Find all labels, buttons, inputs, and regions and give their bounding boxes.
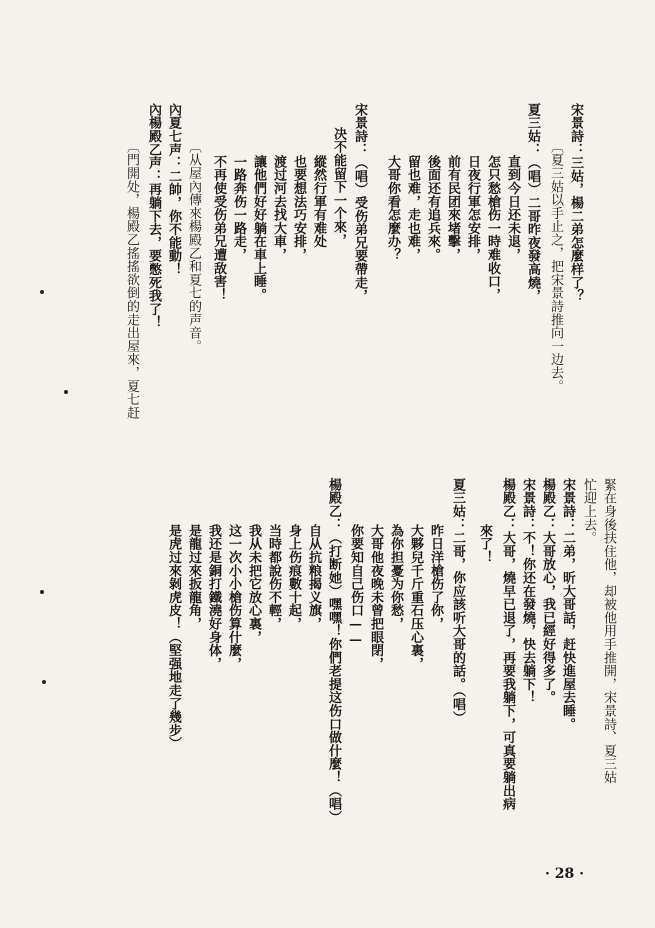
verse-line: 大哥你看怎麼办？ [385, 155, 400, 262]
verse-line: 讓他們好好躺在車上睡。 [251, 155, 266, 302]
verse-line: 前有民团來堵擊， [445, 155, 460, 262]
dialogue-line: 宋景詩：（唱）受伤弟兄要帶走， [352, 103, 367, 303]
verse-line: 我还是銅打鐵澆好身体， [206, 524, 221, 671]
stage-direction: 〔夏三姑以手止之，把宋景詩推向一边去。 [548, 140, 563, 393]
verse-line: 自从抗粮揭义旗， [306, 524, 321, 631]
dialogue-line: 楊殿乙：大哥放心，我已經好得多了。 [540, 478, 555, 705]
dialogue-line: 夏三姑：（唱）二哥昨夜發高燒， [525, 103, 540, 303]
verse-line: 决不能留下一个來， [331, 127, 346, 247]
dialogue-line: 內楊殿乙声：再躺下去，要憋死我了！ [146, 103, 161, 330]
stage-direction: 〔門開处，楊殿乙搖搖欲倒的走出屋來，夏七赶 [124, 140, 139, 420]
verse-line: 我从未把它放心裏， [246, 524, 261, 644]
verse-line: 大夥兒千斤重石压心裏， [408, 524, 423, 671]
verse-line: 一路奔伤一路走， [231, 155, 246, 262]
speck [40, 290, 44, 294]
stage-direction: 忙迎上去。 [581, 478, 596, 545]
verse-line: 也要想法巧安排， [291, 155, 306, 262]
stage-direction: 〔从屋內傳來楊殿乙和夏七的声音。 [186, 140, 201, 353]
dialogue-line: 楊殿乙：大哥，燒早已退了，再要我躺下，可真要躺出病 [500, 478, 515, 811]
verse-line: 怎只愁槍伤一時难收口， [485, 155, 500, 302]
verse-line: 不再使受伤弟兄遭敌害！ [211, 155, 226, 302]
page-number: · 28 · [545, 866, 584, 882]
dialogue-line: 宋景詩：二弟，昕大哥話，赶快進屋去睡。 [560, 478, 575, 731]
verse-line: 这一次小小槍伤算什麼， [226, 524, 241, 671]
verse-line: 縱然行軍有难处 [311, 155, 326, 249]
verse-line: 当時都說伤不輕， [266, 524, 281, 631]
dialogue-line: 宋景詩：不！你还在發燒，快去躺下！ [520, 478, 535, 705]
verse-line: 後面还有追兵來。 [425, 155, 440, 262]
verse-line: 是虎过來剝虎皮！（堅强地走了幾步） [166, 524, 181, 751]
verse-line: 為你担憂为你愁， [388, 524, 403, 631]
verse-line: 大哥他夜晚未曾把眼閉， [368, 524, 383, 671]
verse-line: 身上伤痕數十起， [286, 524, 301, 631]
verse-line: 是龍过來扳龍角， [186, 524, 201, 631]
dialogue-line: 夏三姑：二哥，你应該听大哥的話。（唱） [450, 478, 465, 725]
speck [42, 680, 46, 684]
verse-line: 渡过河去找大車， [271, 155, 286, 262]
speck [64, 390, 68, 394]
verse-line: 昨日洋槍伤了你， [428, 524, 443, 631]
dialogue-line: 楊殿乙：（打断她）嘿嘿！你們老提这伤口做什麼！（唱） [326, 478, 341, 824]
verse-line: 來了！ [477, 524, 492, 564]
verse-line: 日夜行軍怎安排， [465, 155, 480, 262]
dialogue-line: 宋景詩：三姑，楊二弟怎麼样了？ [568, 103, 583, 303]
stage-direction: 緊在身後扶住他，却被他用手推開，宋景詩、夏三姑 [601, 478, 616, 784]
verse-line: 留也难，走也难， [405, 155, 420, 262]
speck [40, 590, 44, 594]
verse-line: 直到今日还未退， [505, 155, 520, 262]
dialogue-line: 內夏七声：二帥，你不能動！ [166, 103, 181, 276]
verse-line: 你要知自己伤口—— [348, 524, 363, 648]
